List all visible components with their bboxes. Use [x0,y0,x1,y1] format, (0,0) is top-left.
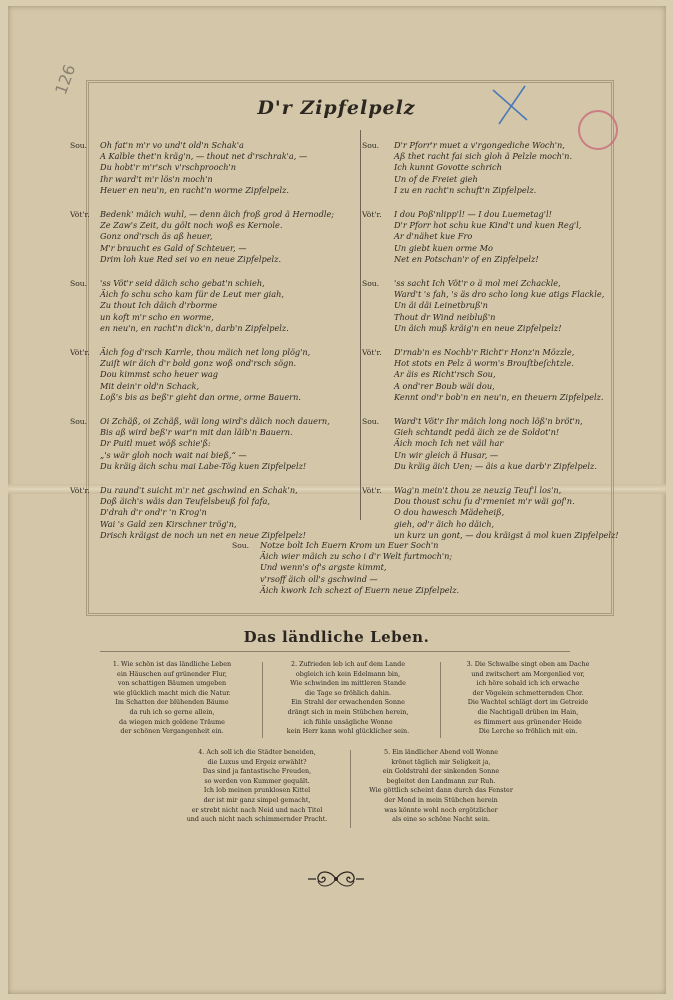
poem-line: ich höre sobald ich ich erwache [476,679,580,688]
verse-line: Bedenk' mäich wuhl, — denn äich froß grod ä Hernodle; [100,209,335,220]
verse-line: 'ss sacht Ich Vöt'r o ä mol mei Zchackle, [394,278,561,289]
poem-divider [262,662,263,738]
poem-line: Das sind ja fantastische Freuden, [202,767,312,776]
verse-line: Ward't Vöt'r Ihr mäich long noch löß'n bröt'n, [394,416,583,427]
section-rule [100,651,570,652]
speaker: Sou. [70,417,88,427]
ornament-vignette-icon [306,868,366,890]
poem-line: von schattigen Bäumen umgeben [117,679,227,688]
speaker: Vöt'r. [362,210,382,220]
stanza [70,416,360,472]
verse-line: gieh, od'r äich ho däich, [394,518,495,529]
verse-line: Äich kwork Ich schezt of Euern neue Zipfelpelz. [260,584,460,595]
poem-line: und auch nicht nach schimmernder Pracht. [186,815,328,824]
poem-line: der ist mir ganz simpel gemacht, [203,795,311,804]
verse-line: Zuiſt wir äich d'r bold gonz woß ond'rsch sögn. [100,358,297,369]
stanza [362,140,662,196]
poem-stanza [92,660,252,737]
stanza [362,347,662,403]
verse-line: Dr Puitl muet wöß schie'ß: [100,438,211,449]
poem-line: er strebt nicht nach Neid und nach Titel [191,805,323,814]
poem-line: ein Häuschen auf grünender Flur, [117,669,227,678]
poem-line: der Vögelein schmetternden Chor. [472,688,584,697]
verse-line: un kurz un gont, — dou kräigst ä mol kuen Zipfelpelz! [394,529,619,540]
speaker: Sou. [232,541,250,550]
verse-line: D'rnab'n es Nochb'r Richt'r Honz'n Mözzle, [394,347,575,358]
poem-line: der Mond in mein Stübchen herein [384,795,498,804]
verse-line: Notze bolt Ich Euern Krom un Euer Soch'n [260,540,439,550]
poem-line: begleitet den Landmann zur Ruh. [386,776,496,785]
speaker: Vöt'r. [70,348,90,358]
poem-line: ein Goldstrahl der sinkenden Sonne [382,767,500,776]
left-column [70,140,360,554]
poem-line: da ruh ich so gerne allein, [129,707,215,716]
verse-line: Net en Potschan'r of en Zipfelpelz! [394,253,539,264]
section-title: Das ländliche Leben. [243,628,430,646]
verse-line: Un äich muß kräig'n en neue Zipfelpelz! [394,322,562,333]
verse-line: Un wir gleich ä Husar, — [394,449,499,460]
verse-line: Un äi däi Leinetbruß'n [394,300,488,311]
verse-line: D'drah d'r ond'r 'n Krog'n [100,507,207,518]
verse-line: Ihr ward't m'r lös'n moch'n [100,173,213,184]
poem-line: der schönen Vergangenheit ein. [120,727,224,736]
poem-line: Wie schwinden im mittleren Stande [290,679,406,688]
poem-line: Die Lerche so fröhlich mit ein. [478,727,578,736]
verse-line: Ward't 's fah, 's äs dro scho long kue atigs Flackle, [394,289,605,300]
poem-line: da wiegen mich goldene Träume [119,717,225,726]
stanza [362,485,662,541]
poem-line: 4. Ach soll ich die Städter beneiden, [198,748,316,756]
verse-line: Loß's bis as beß'r gieht dan orme, orme Bauern. [100,391,301,402]
verse-line: en neu'n, en racht'n dick'n, darb'n Zipfelpelz. [100,322,289,333]
poem-line: Die Wachtel schlägt dort im Getreide [467,698,589,707]
verse-line: „'s wär gloh noch wait nai bieß,“ — [100,449,247,460]
poem-line: kein Herr kann wohl glücklicher sein. [286,727,410,736]
verse-line: Du hobt'r m'r'sch v'rschprooch'n [100,162,237,173]
poem-stanza [172,748,342,825]
right-column [362,140,662,554]
verse-line: Äich wier mäich zu scho i d'r Welt furtmoch'n; [260,551,453,562]
poem-line: ich fühle unsägliche Wonne [303,717,393,726]
verse-line: v'rsoff äich oll's gschwind — [260,573,378,584]
verse-line: Dou kimmst scho heuer wag [100,369,219,380]
verse-line: Äich fo schu scho kam für de Leut mer giah, [100,289,284,300]
poem-line: die Luxus und Ergeiz erwählt? [207,757,307,766]
poem-line: so werden von Kummer gequält. [204,776,310,785]
poem-divider [440,662,441,738]
verse-line: Drisch kräigst de noch un net en neue Zipfelpelz! [100,529,306,540]
verse-line: Äich fog d'rsch Karrle, thou mäich net long plög'n, [100,347,311,358]
poem-stanza [356,748,526,825]
verse-line: Ich kunnt Govotte schrich [394,162,502,173]
stanza [70,209,360,265]
stanza [70,140,360,196]
verse-line: A Kalble thet'n kräg'n, — thout net d'rschrak'a, — [100,151,308,162]
verse-line: un koft m'r scho en worme, [100,311,214,322]
poem-line: 1. Wie schön ist das ländliche Leben [112,660,232,668]
verse-line: Heuer en neu'n, en racht'n worme Zipfelpelz. [100,184,289,195]
verse-line: Du raund't suicht m'r net gschwind en Schak'n, [100,485,298,496]
poem-line: drängt sich in mein Stübchen herein, [287,707,409,716]
poem-line: Im Schatten der blühenden Bäume [115,698,229,707]
speaker: Sou. [70,141,88,150]
speaker: Vöt'r. [362,486,382,496]
verse-line: Drim loh kue Red sei vo en neue Zipfelpelz. [100,253,282,264]
verse-line: Un of de Freiet gieh [394,173,478,184]
verse-line: Zu thout Ich däich d'rborme [100,300,218,311]
verse-line: Gieh schtandt pedä äich ze de Soldot'n! [394,427,560,438]
speaker: Sou. [70,279,88,289]
verse-line: Thout dr Wind neibluß'n [394,311,496,322]
verse-line: Oi Zchäß, oi Zchäß, wäi long wird's däich noch dauern, [100,416,330,427]
stanza [70,278,360,334]
verse-line: Oh fat'n m'r vo und't old'n Schak'a [100,140,244,150]
verse-line: A ond'rer Boub wäi dou, [394,380,495,391]
verse-line: Wag'n mein't thou ze neuzig Teuf'l los'n, [394,485,562,496]
verse-line: Mit dein'r old'n Schack, [100,380,200,391]
poem-line: was könnte wohl noch ergötzlicher [384,805,498,814]
verse-line: I zu en racht'n schuft'n Zipfelpelz. [394,184,537,195]
poem-line: und zwitschert am Morgenlied vor, [471,669,585,678]
speaker: Vöt'r. [362,348,382,358]
poem-divider [350,750,351,828]
verse-line: O dou hawesch Mädeheiß, [394,507,505,518]
poem-line: die Tage so fröhlich dahin. [305,688,391,697]
column-divider [360,130,361,520]
verse-line: Äich moch Ich net väil har [394,438,504,449]
poem-line: die Nachtigall drüben im Hain, [477,707,579,716]
verse-line: Doß äich's wäis dan Teufelsbeuß fol fafa, [100,496,270,507]
verse-line: Ar d'nähet kue Fro [394,231,473,242]
poem-line: 2. Zufrieden leb ich auf dem Lande [291,660,405,668]
stanza [362,209,662,265]
verse-line: Ze Zaw's Zeit, du gölt noch woß es Kernole. [100,220,283,231]
verse-line: I dou Poß'nlipp'l! — I dou Luemetag'l! [394,209,552,220]
verse-line: Wai 's Gald zen Kirschner trög'n, [100,518,237,529]
poem-line: obgleich ich kein Edelmann bin, [295,669,401,678]
verse-line: Dou thoust schu ſu d'rmeniet m'r wäi goſ'n. [394,496,575,507]
speaker: Sou. [362,141,380,150]
stanza [362,278,662,334]
poem-stanza [448,660,608,737]
poem-line: Ich lob meinen prunklosen Kittel [203,786,311,795]
verse-line: Un giebt kuen orme Mo [394,242,493,253]
verse-line: Bis aß wird beß'r war'n mit dan läib'n Bauern. [100,427,293,438]
verse-line: Du kräig äich Uen; — äis a kue darb'r Zipfelpelz. [394,460,597,471]
speaker: Sou. [362,417,380,427]
poem-line: 5. Ein ländlicher Abend voll Wonne [384,748,498,756]
stanza [362,416,662,472]
verse-line: Du kräig äich schu mai Labe-Tög kuen Zipfelpelz! [100,460,307,471]
verse-line: Hot stots en Pelz ä worm's Brouſtbeſchtzle. [394,358,574,369]
verse-line: Und wenn's of's argste kimmt, [260,562,387,573]
poem-line: Wie göttlich scheint dann durch das Fenster [369,786,513,795]
speaker: Sou. [362,279,380,289]
poem-line: krönet täglich mir Seligkeit ja, [391,757,491,766]
poem-line: Ein Strahl der erwachenden Sonne [291,698,405,707]
verse-line: M'r braucht es Gald of Schteuer, — [100,242,247,253]
verse-line: Ar äis es Richt'rsch Sou, [394,369,496,380]
verse-line: Aß thet racht fai sich gloh ä Pelzle moch'n. [394,151,573,162]
verse-line: D'r Pforr'r muet a v'rgongediche Woch'n, [394,140,565,150]
verse-line: Kennt ond'r bob'n en neu'n, en theuern Zipfelpelz. [394,391,604,402]
poem-line: es flimmert aus grünender Heide [474,717,582,726]
poem-line: wie glücklich macht mich die Natur. [113,688,231,697]
poem-line: 3. Die Schwalbe singt oben am Dache [466,660,590,668]
poem-stanza [268,660,428,737]
speaker: Vöt'r. [70,486,90,496]
stanza [70,347,360,403]
stanza [70,485,360,541]
verse-line: Gonz ond'rsch äs aß heuer, [100,231,213,242]
final-stanza [232,540,572,596]
poem-line: als eine so schöne Nacht sein. [392,815,490,824]
speaker: Vöt'r. [70,210,90,220]
page-title: D'r Zipfelpelz [257,97,416,119]
verse-line: D'r Pforr hot schu kue Kind't und kuen Reg'l, [394,220,582,231]
pencil-annotation: 126 [51,61,80,98]
verse-line: 'ss Vöt'r seid däich scho gebat'n schieh, [100,278,265,289]
